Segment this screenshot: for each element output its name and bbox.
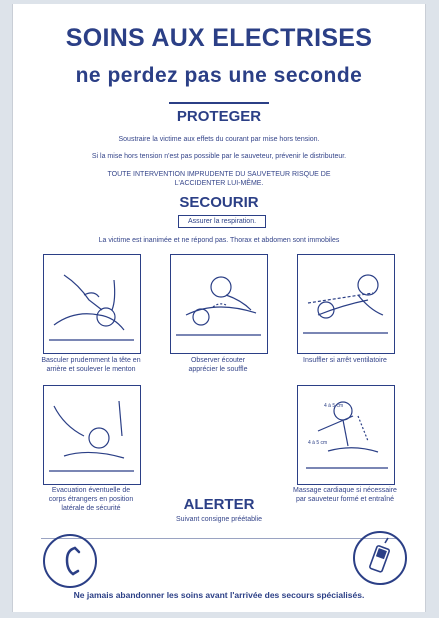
proteger-line-2: Si la mise hors tension n'est pas possible par le sauveteur, prévenir le distributeur. (91, 153, 347, 160)
poster-title: SOINS AUX ELECTRISES (65, 24, 373, 52)
step-1-caption-1: Basculer prudemment la tête en (41, 357, 141, 364)
proteger-warning-1: TOUTE INTERVENTION IMPRUDENTE DU SAUVETEUR RISQUE DE (107, 171, 331, 178)
tilt-head-icon (43, 254, 141, 354)
step-2-caption-1: Observer écouter (190, 357, 246, 364)
mobile-phone-icon (353, 531, 407, 585)
depth-label-b: 4 à 5 cm (308, 440, 328, 446)
step-4-caption-3: latérale de sécurité (61, 505, 121, 512)
proteger-line-1: Soustraire la victime aux effets du courant par mise hors tension. (118, 136, 320, 143)
telephone-handset-icon (43, 534, 97, 588)
step-3-caption-1: Insuffler si arrêt ventilatoire (303, 357, 387, 364)
step-5-caption-1: Massage cardiaque si nécessaire (293, 487, 397, 494)
recovery-position-icon (43, 385, 141, 485)
listen-breath-icon (170, 254, 268, 354)
step-1-caption-2: arrière et soulever le menton (46, 366, 136, 373)
secourir-intro: La victime est inanimée et ne répond pas. Thorax et abdomen sont immobiles (98, 237, 340, 244)
poster-subtitle: ne perdez pas une seconde (75, 64, 363, 87)
secourir-heading: SECOURIR (179, 194, 259, 211)
safety-poster (12, 4, 426, 612)
proteger-rule (169, 102, 269, 104)
footer-warning: Ne jamais abandonner les soins avant l'arrivée des secours spécialisés. (73, 590, 365, 600)
proteger-warning-2: L'ACCIDENTER LUI-MÊME. (174, 180, 264, 187)
step-2-caption-2: apprécier le souffle (188, 366, 248, 373)
mouth-to-mouth-icon (297, 254, 395, 354)
alerter-heading: ALERTER (183, 496, 255, 513)
proteger-heading: PROTEGER (176, 108, 262, 125)
step-4-caption-1: Evacuation éventuelle de (51, 487, 131, 494)
step-5-caption-2: par sauveteur formé et entraîné (295, 496, 395, 503)
step-4-caption-2: corps étrangers en position (48, 496, 134, 503)
alerter-sub: Suivant consigne préétablie (175, 516, 262, 523)
depth-label-a: 4 à 5 cm (324, 403, 344, 409)
cardiac-massage-icon (297, 385, 395, 485)
secourir-box: Assurer la respiration. (178, 215, 266, 228)
